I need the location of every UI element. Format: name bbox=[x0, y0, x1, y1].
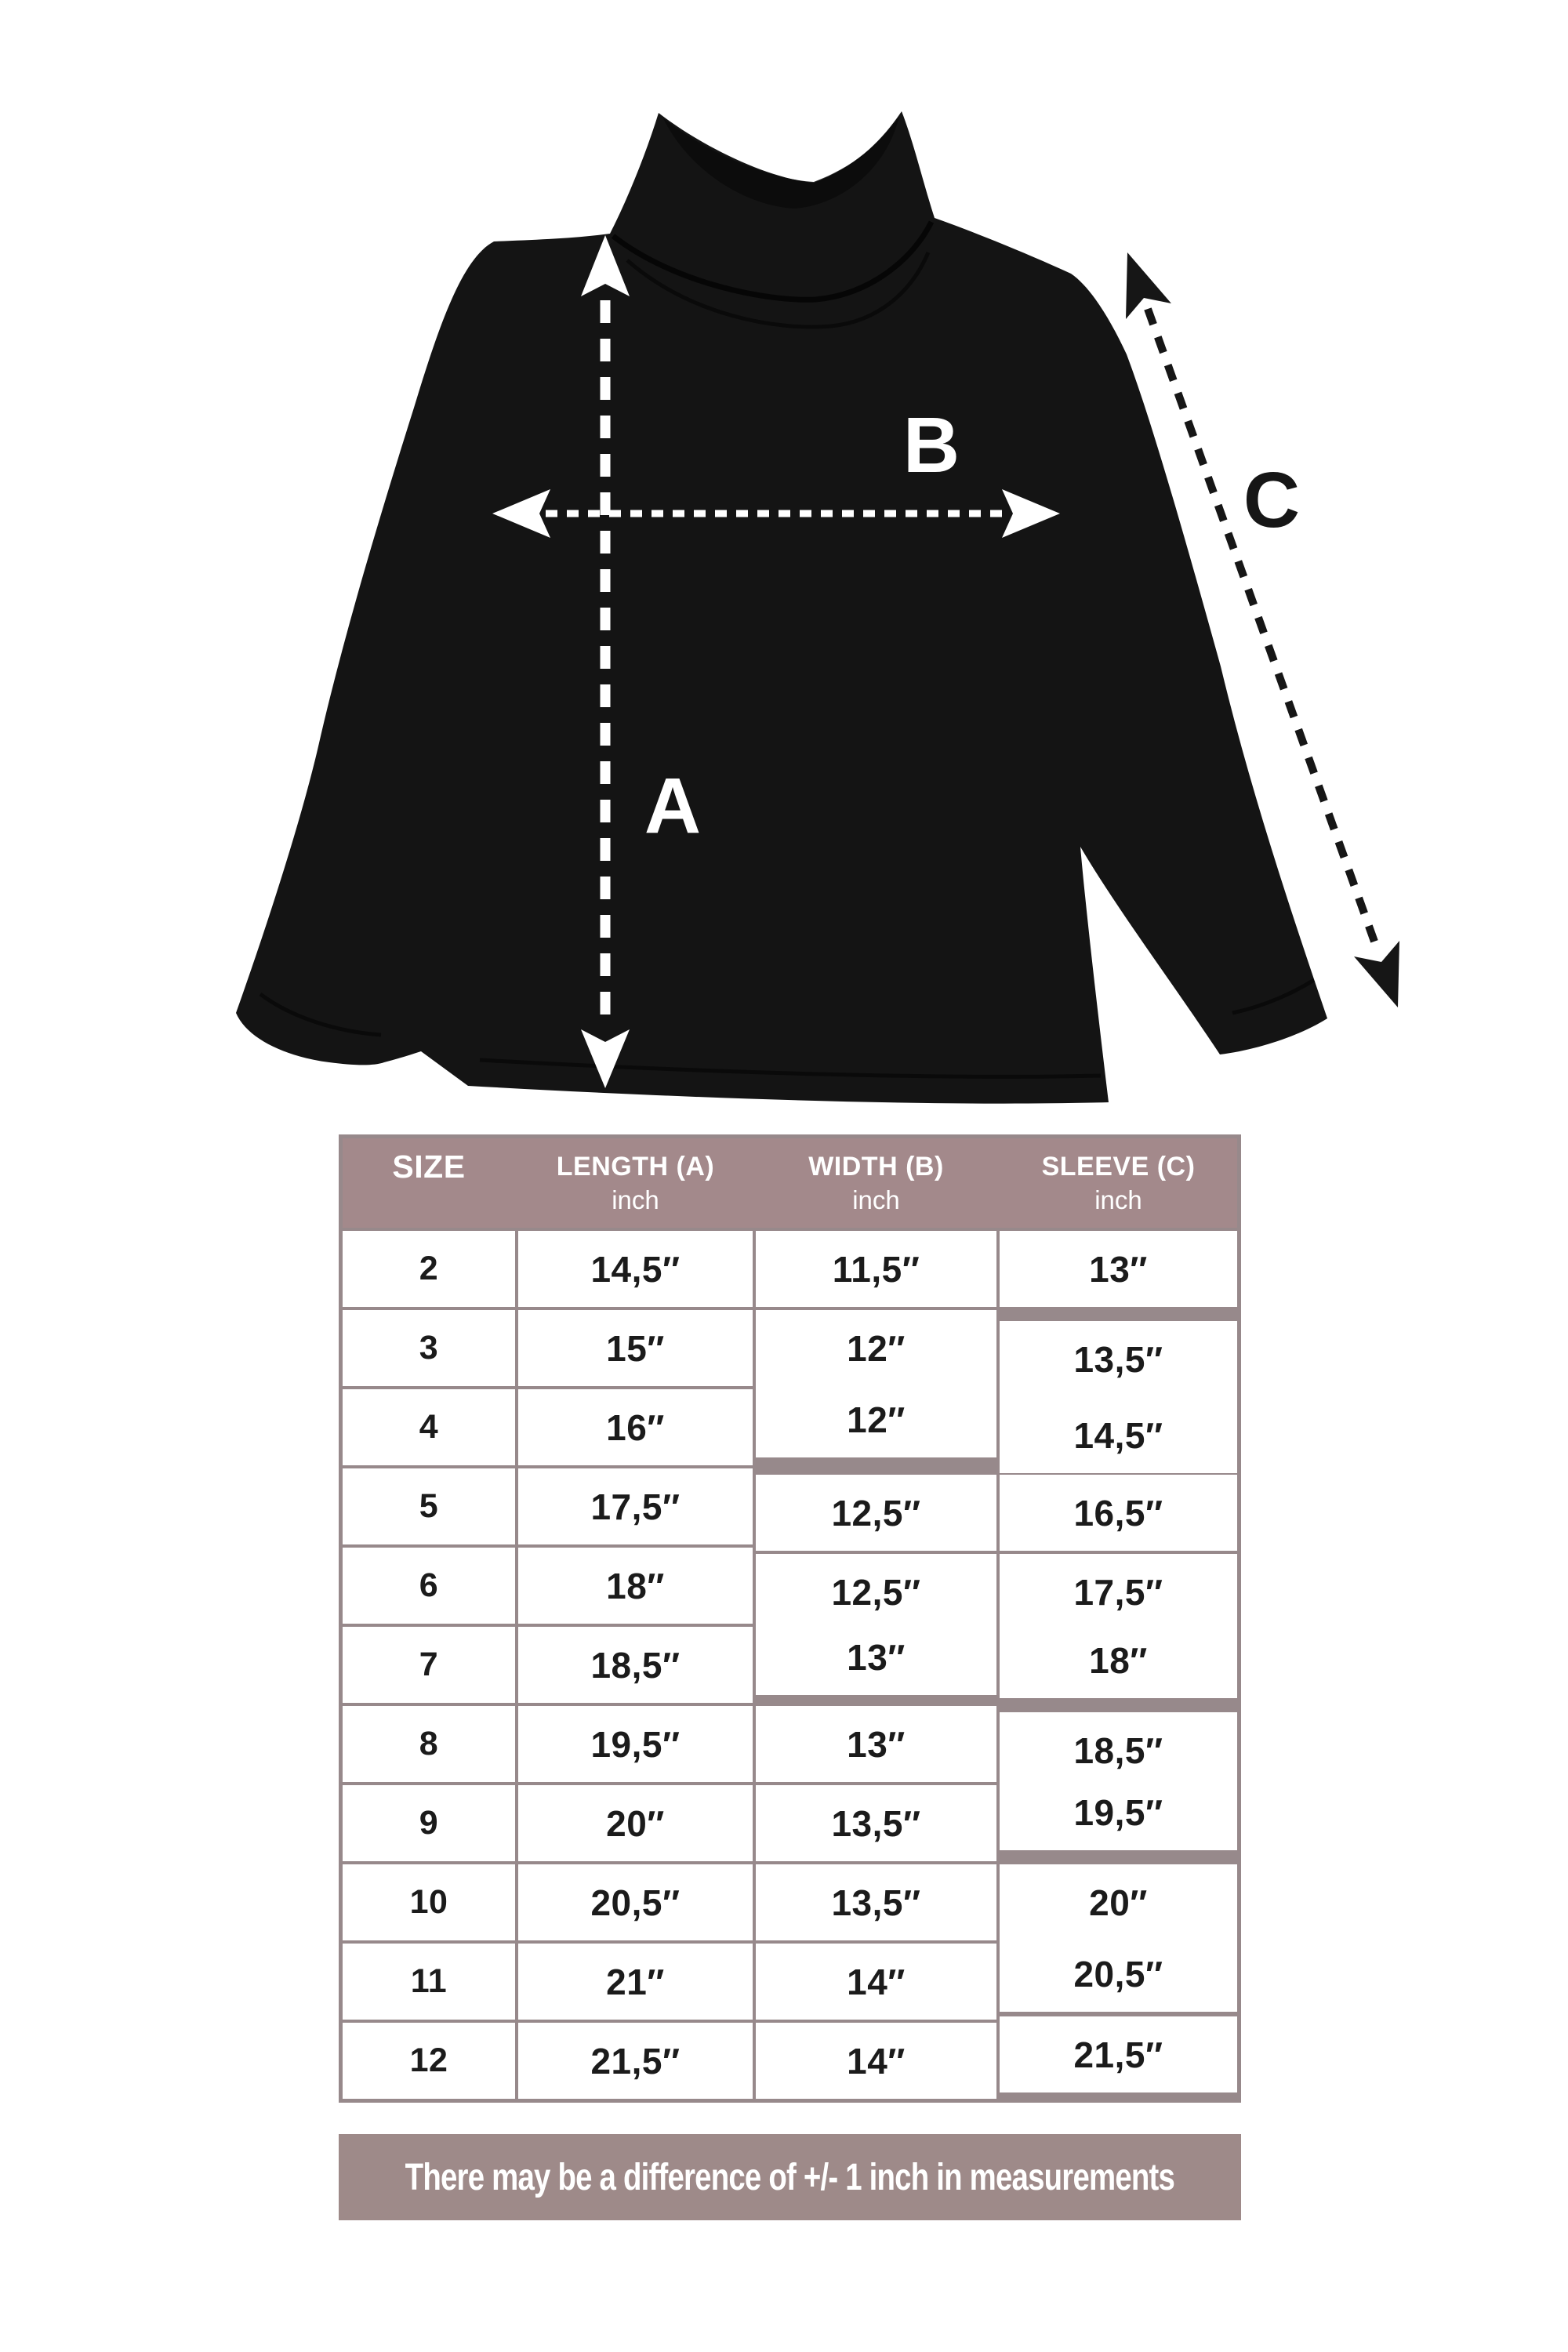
column-header-width bbox=[756, 1149, 996, 1217]
cell-size: 10 bbox=[343, 1864, 515, 1940]
cell-sleeve: 16,5″ bbox=[1000, 1475, 1237, 1551]
sleeve-arrowhead-bottom bbox=[1354, 941, 1399, 1007]
cell-size: 6 bbox=[343, 1548, 515, 1624]
cell-size: 4 bbox=[343, 1389, 515, 1465]
cell-size: 12 bbox=[343, 2023, 515, 2099]
column-header-size-label: SIZE bbox=[392, 1149, 466, 1185]
cell-sleeve: 17,5″ bbox=[1000, 1554, 1237, 1630]
length-label: A bbox=[644, 762, 702, 850]
cell-length: 21,5″ bbox=[518, 2023, 753, 2099]
column-header-width-label: WIDTH (B) bbox=[808, 1152, 944, 1181]
cell-sleeve: 14,5″ bbox=[1000, 1397, 1237, 1473]
size-chart-table bbox=[339, 1134, 1241, 2103]
cell-length: 20,5″ bbox=[518, 1864, 753, 1940]
cell-length: 18,5″ bbox=[518, 1627, 753, 1703]
cell-sleeve: 13,5″ bbox=[1000, 1321, 1237, 1397]
cell-size: 7 bbox=[343, 1627, 515, 1703]
cell-size: 8 bbox=[343, 1706, 515, 1782]
column-header-length-unit: inch bbox=[612, 1185, 659, 1214]
cell-sleeve: 20,5″ bbox=[1000, 1936, 1237, 2012]
cell-sleeve: 18,5″ bbox=[1000, 1712, 1237, 1788]
cell-size: 2 bbox=[343, 1231, 515, 1307]
cell-length: 20″ bbox=[518, 1785, 753, 1861]
cell-sleeve: 19,5″ bbox=[1000, 1774, 1237, 1850]
cell-width: 12,5″ bbox=[756, 1554, 996, 1630]
cell-length: 16″ bbox=[518, 1389, 753, 1465]
cell-width: 13,5″ bbox=[756, 1864, 996, 1940]
width-label: B bbox=[902, 401, 960, 489]
cell-width: 12″ bbox=[756, 1381, 996, 1457]
cell-sleeve: 20″ bbox=[1000, 1864, 1237, 1940]
cell-size: 9 bbox=[343, 1785, 515, 1861]
turtleneck-sweater bbox=[236, 111, 1327, 1104]
cell-width: 12,5″ bbox=[756, 1475, 996, 1551]
cell-size: 5 bbox=[343, 1468, 515, 1544]
column-header-length bbox=[518, 1149, 753, 1217]
measurement-note-band bbox=[339, 2134, 1241, 2220]
cell-sleeve: 18″ bbox=[1000, 1622, 1237, 1698]
cell-length: 19,5″ bbox=[518, 1706, 753, 1782]
cell-width: 12″ bbox=[756, 1310, 996, 1386]
column-header-sleeve-label: SLEEVE (C) bbox=[1041, 1152, 1196, 1181]
cell-width: 14″ bbox=[756, 2023, 996, 2099]
column-header-sleeve-unit: inch bbox=[1094, 1185, 1142, 1214]
column-header-sleeve bbox=[1000, 1149, 1237, 1217]
cell-width: 14″ bbox=[756, 1944, 996, 2020]
cell-length: 17,5″ bbox=[518, 1468, 753, 1544]
cell-length: 18″ bbox=[518, 1548, 753, 1624]
cell-length: 14,5″ bbox=[518, 1231, 753, 1307]
cell-sleeve: 21,5″ bbox=[1000, 2016, 1237, 2092]
cell-length: 21″ bbox=[518, 1944, 753, 2020]
column-header-size bbox=[343, 1149, 515, 1217]
column-header-width-unit: inch bbox=[852, 1185, 900, 1214]
cell-width: 13,5″ bbox=[756, 1785, 996, 1861]
measurement-note-text: There may be a difference of +/- 1 inch in measurements bbox=[405, 2156, 1175, 2198]
cell-width: 13″ bbox=[756, 1619, 996, 1695]
column-header-length-label: LENGTH (A) bbox=[556, 1152, 715, 1181]
cell-length: 15″ bbox=[518, 1310, 753, 1386]
cell-width: 13″ bbox=[756, 1706, 996, 1782]
sleeve-label: C bbox=[1243, 456, 1301, 544]
cell-width: 11,5″ bbox=[756, 1231, 996, 1307]
cell-size: 11 bbox=[343, 1944, 515, 2020]
cell-size: 3 bbox=[343, 1310, 515, 1386]
table-header-row bbox=[343, 1138, 1237, 1228]
cell-sleeve: 13″ bbox=[1000, 1231, 1237, 1307]
